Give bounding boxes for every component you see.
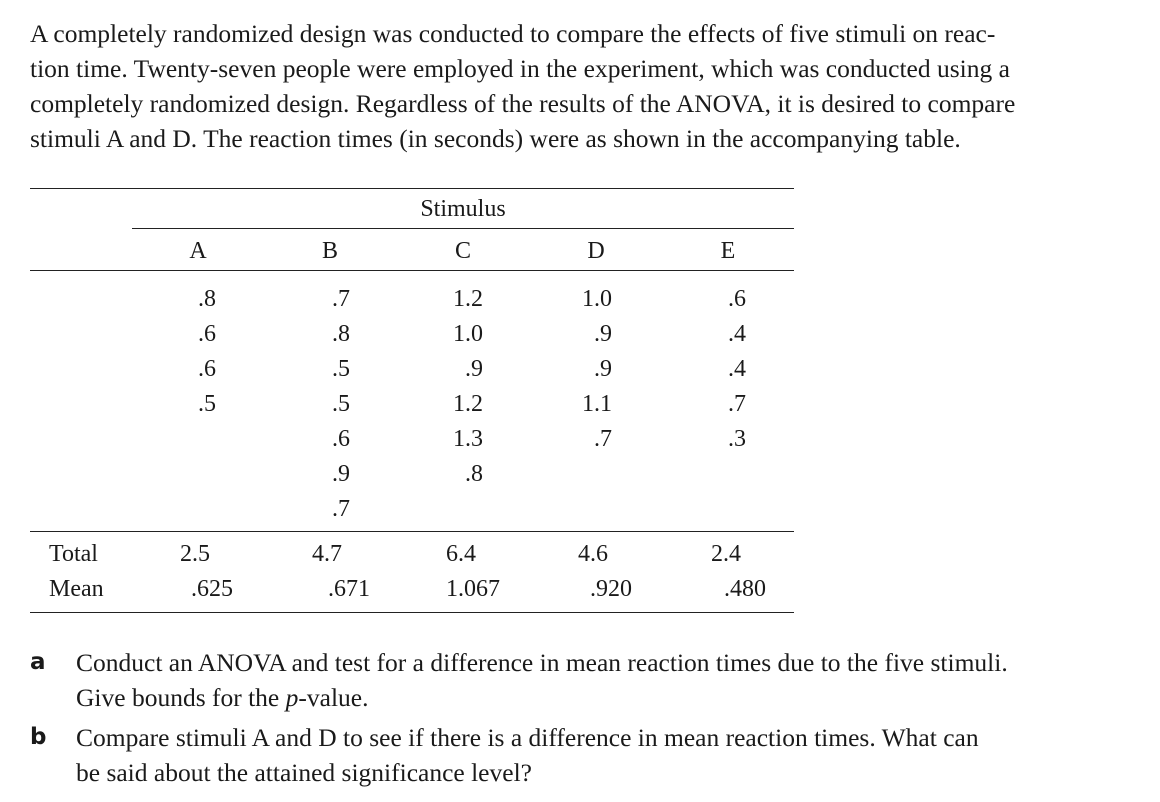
header-rule	[132, 228, 794, 229]
cell-a-2: .6	[198, 321, 216, 347]
cell-a-4: .5	[198, 391, 216, 417]
mean-a: .625	[191, 576, 233, 602]
column-header-d: D	[587, 238, 605, 264]
cell-e-4: .7	[728, 391, 746, 417]
cell-a-1: .8	[198, 286, 216, 312]
question-line: Conduct an ANOVA and test for a difference in mean reaction times due to the five stimuli.	[76, 648, 1008, 677]
table-top-rule	[30, 188, 794, 189]
stimulus-header: Stimulus	[420, 196, 506, 222]
cell-b-6: .9	[332, 461, 350, 487]
cell-c-5: 1.3	[453, 426, 483, 452]
total-label: Total	[49, 541, 98, 567]
cell-c-6: .8	[465, 461, 483, 487]
cell-d-3: .9	[594, 356, 612, 382]
cell-e-1: .6	[728, 286, 746, 312]
total-c: 6.4	[446, 541, 476, 567]
cell-b-1: .7	[332, 286, 350, 312]
mean-label: Mean	[49, 576, 104, 602]
cell-c-2: 1.0	[453, 321, 483, 347]
question-text	[76, 720, 979, 790]
cell-b-3: .5	[332, 356, 350, 382]
column-header-b: B	[321, 238, 339, 264]
question-letter: b	[30, 724, 47, 750]
total-d: 4.6	[578, 541, 608, 567]
cell-c-4: 1.2	[453, 391, 483, 417]
total-e: 2.4	[711, 541, 741, 567]
cell-d-2: .9	[594, 321, 612, 347]
total-a: 2.5	[180, 541, 210, 567]
mean-b: .671	[328, 576, 370, 602]
question-text-part: Give bounds for the	[76, 683, 286, 712]
column-header-a: A	[189, 238, 207, 264]
column-header-c: C	[454, 238, 472, 264]
cell-b-4: .5	[332, 391, 350, 417]
mean-c: 1.067	[446, 576, 500, 602]
question-text-part: -value.	[298, 683, 369, 712]
cell-a-3: .6	[198, 356, 216, 382]
columns-rule	[30, 270, 794, 271]
intro-paragraph	[30, 16, 1106, 156]
cell-c-1: 1.2	[453, 286, 483, 312]
cell-c-3: .9	[465, 356, 483, 382]
cell-d-4: 1.1	[582, 391, 612, 417]
totals-rule	[30, 531, 794, 532]
cell-e-5: .3	[728, 426, 746, 452]
question-line: be said about the attained significance level?	[76, 758, 532, 787]
question-line: Compare stimuli A and D to see if there is a difference in mean reaction times. What can	[76, 723, 979, 752]
cell-d-5: .7	[594, 426, 612, 452]
total-b: 4.7	[312, 541, 342, 567]
table-bottom-rule	[30, 612, 794, 613]
intro-line: stimuli A and D. The reaction times (in seconds) were as shown in the accompanying table.	[30, 124, 961, 153]
cell-b-5: .6	[332, 426, 350, 452]
question-line	[76, 680, 1008, 715]
intro-line: A completely randomized design was conducted to compare the effects of five stimuli on reac-	[30, 19, 996, 48]
cell-e-3: .4	[728, 356, 746, 382]
question-letter: a	[30, 649, 46, 675]
cell-b-2: .8	[332, 321, 350, 347]
column-header-e: E	[720, 238, 736, 264]
mean-e: .480	[724, 576, 766, 602]
cell-d-1: 1.0	[582, 286, 612, 312]
cell-e-2: .4	[728, 321, 746, 347]
p-variable: p	[285, 683, 299, 712]
intro-line: completely randomized design. Regardless of the results of the ANOVA, it is desired to compare	[30, 89, 1016, 118]
question-text	[76, 645, 1008, 715]
cell-b-7: .7	[332, 496, 350, 522]
intro-line: tion time. Twenty-seven people were employed in the experiment, which was conducted using a	[30, 54, 1010, 83]
mean-d: .920	[590, 576, 632, 602]
